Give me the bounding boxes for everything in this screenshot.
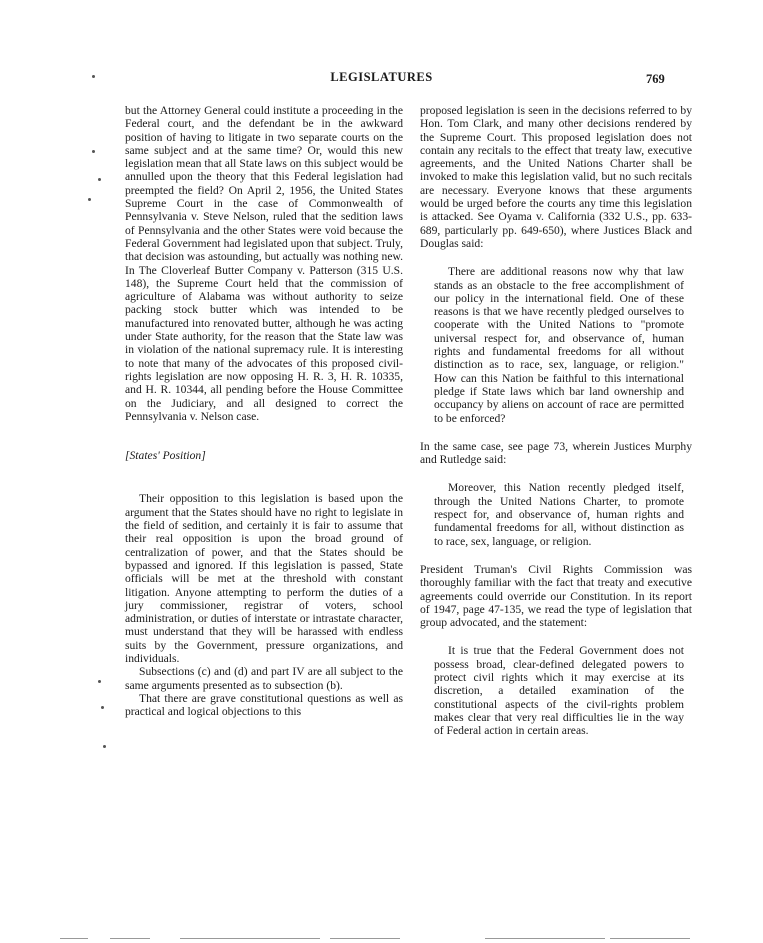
bottom-rule xyxy=(485,938,605,939)
bottom-rule xyxy=(60,938,88,939)
left-paragraph-1: but the Attorney General could institute a proceeding in the Federal court, and the defendant be in the awkward position of having to litigate in two separate courts on the same subject and at the same time? Or, would this new legislation mean that all State laws on this subject would be annulled upon the theory that this Federal legislation had preempted the field? On April 2, 1956, the United States Supreme Court in the case of Commonwealth of Pennsylvania v. Steve Nelson, ruled that the sedition laws of Pennsylvania and the other States were void because the Federal Government had legislated upon that subject. Truly, that decision was astounding, but actually was nothing new. In The Cloverleaf Butter Company v. Patterson (315 U.S. 148), the Supreme Court held that the commission of agriculture of Alabama was without authority to seize packing stock butter which was intended to be manufactured into renovated butter, although he was acting under State authority, for the reason that the State law was in violation of the national supremacy rule. It is interesting to note that many of the advocates of this proposed civil-rights legislation are now opposing H. R. 3, H. R. 10335, and H. R. 10344, all pending before the House Committee on the Judiciary, and all designed to correct the Pennsylvania v. Nelson case. xyxy=(125,104,403,423)
right-paragraph-3: President Truman's Civil Rights Commission was thoroughly familiar with the fact that treaty and executive agreements could override our Constitution. In its report of 1947, page 47-135, we read the type of legislation that group advocated, and the statement: xyxy=(420,562,692,630)
margin-speck xyxy=(92,75,95,78)
block-quote-3: It is true that the Federal Government does not possess broad, clear-defined delegated powers to protect civil rights which it may exercise at its discretion, a detailed examination of the constitutional aspects of the civil-rights problem makes clear that very real difficulties lie in the way of Federal action in certain areas. xyxy=(434,644,684,738)
left-column xyxy=(125,104,403,718)
bottom-rule xyxy=(110,938,150,939)
left-paragraph-3: Subsections (c) and (d) and part IV are all subject to the same arguments presented as to subsection (b). xyxy=(125,665,403,692)
margin-speck xyxy=(101,706,104,709)
margin-speck xyxy=(98,178,101,181)
right-paragraph-1: proposed legislation is seen in the decisions referred to by Hon. Tom Clark, and many other decisions rendered by the Supreme Court. This proposed legislation does not contain any recitals to the effect that treaty law, executive agreements, and the United Nations Charter shall be invoked to make this legislation valid, but no such recitals are necessary. Everyone knows that these arguments would be urged before the courts any time this legislation is attacked. See Oyama v. California (332 U.S., pp. 633-689, particularly pp. 649-650), where Justices Black and Douglas said: xyxy=(420,104,692,250)
margin-speck xyxy=(92,150,95,153)
bottom-rule xyxy=(610,938,690,939)
margin-speck xyxy=(103,745,106,748)
page-number: 769 xyxy=(646,72,665,86)
block-quote-1: There are additional reasons now why that law stands as an obstacle to the free accomplishment of our policy in the international field. One of these reasons is that we have recently pledged ourselves to cooperate with the United Nations to "promote universal respect for, and observance of, human rights and fundamental freedoms for all without distinction as to race, sex, language, or religion." How can this Nation be faithful to this international pledge if State laws which bar land ownership and occupancy by aliens on account of race are permitted to be enforced? xyxy=(434,265,684,425)
running-head: LEGISLATURES xyxy=(330,70,433,84)
left-paragraph-2: Their opposition to this legislation is based upon the argument that the States should have no right to legislate in the field of sedition, and certainly it is fair to assume that their real opposition is upon the broad ground of centralization of power, and that the States should be bypassed and ignored. If this legislation is passed, State officials will be met at the threshold with constant litigation. Anyone attempting to perform the duties of a jury commissioner, registrar of voters, school administration, or duties of interstate or intrastate character, must understand that they will be harassed with endless suits by the Government, pressure organizations, and individuals. xyxy=(125,492,403,665)
left-paragraph-4: That there are grave constitutional questions as well as practical and logical objections to this xyxy=(125,691,403,719)
section-heading: [States' Position] xyxy=(125,449,206,463)
bottom-rule xyxy=(330,938,400,939)
margin-speck xyxy=(98,680,101,683)
block-quote-2: Moreover, this Nation recently pledged itself, through the United Nations Charter, to promote respect for, and observance of, human rights and fundamental freedoms for all, without distinction as to race, sex, language, or religion. xyxy=(434,481,684,548)
right-column xyxy=(420,104,692,737)
margin-speck xyxy=(88,198,91,201)
bottom-rule xyxy=(180,938,320,939)
right-paragraph-2: In the same case, see page 73, wherein Justices Murphy and Rutledge said: xyxy=(420,439,692,467)
